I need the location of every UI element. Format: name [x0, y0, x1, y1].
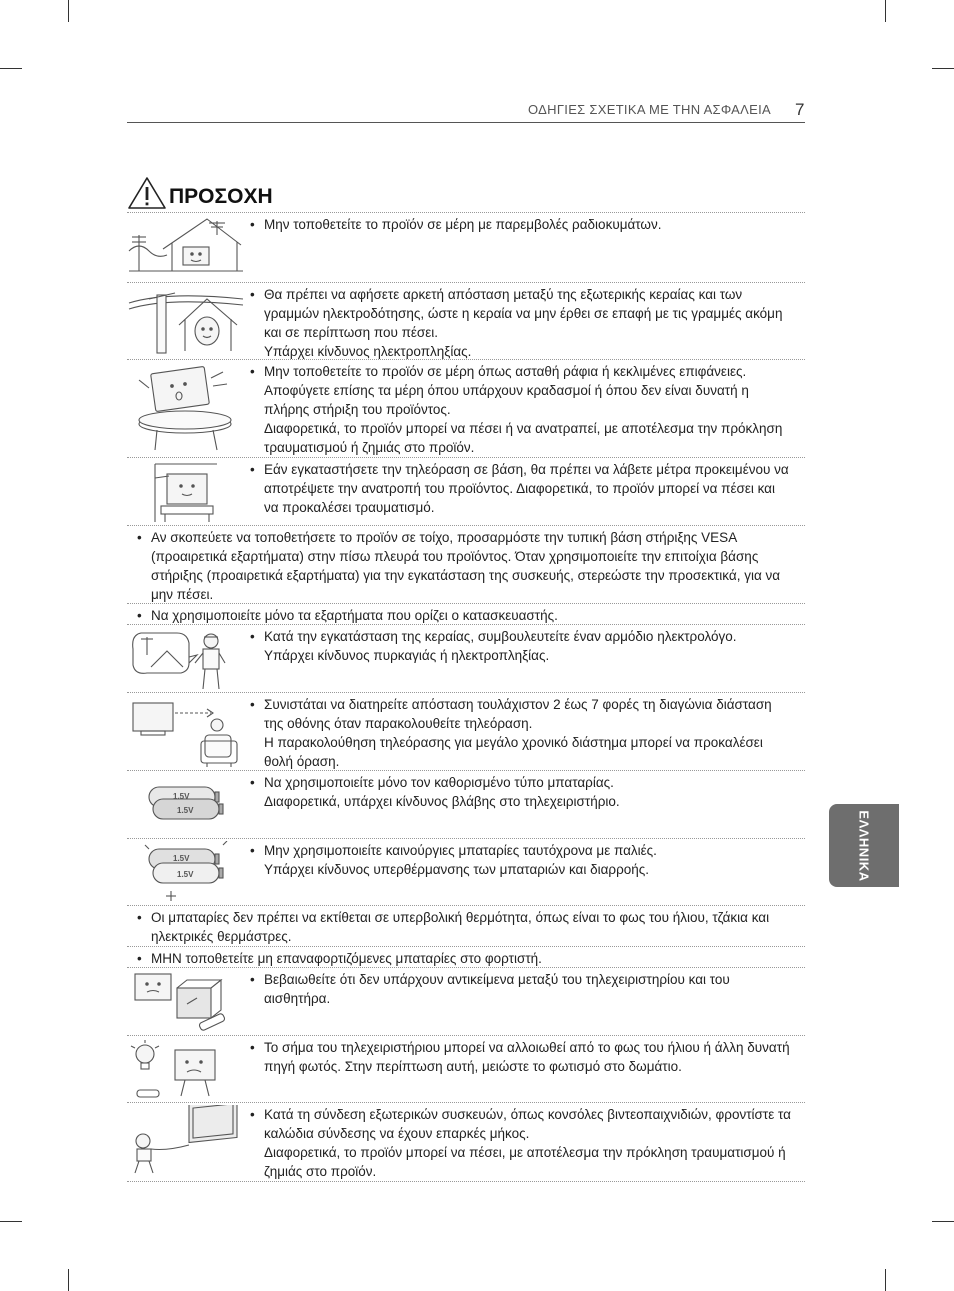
item-line	[137, 949, 791, 968]
battery-label: 1.5V	[173, 792, 190, 801]
bullet: •	[250, 287, 255, 302]
crop-mark	[885, 1269, 886, 1291]
item-text	[250, 695, 791, 771]
item-text	[250, 285, 791, 361]
item-line	[250, 460, 791, 517]
item-line-text: Μην τοποθετείτε το προϊόν σε μέρη όπως ασταθή ράφια ή κεκλιμένες επιφάνειες. Αποφύγετε επίσης τα μέρη όπου υπάρχουν κραδασμοί ή όπου δεν είναι δυνατή η πλήρης στήριξη του προϊόντος.	[264, 364, 749, 417]
caution-item	[127, 457, 805, 525]
viewing-distance-illustration	[127, 695, 245, 769]
item-line-text: Εάν εγκαταστήσετε την τηλεόραση σε βάση, θα πρέπει να λάβετε μέτρα προκειμένου να αποτρέψετε την ανατροπή του προϊόντος. Διαφορετικά, το προϊόν μπορεί να πέσει και να προκαλέσει τραυματισμό.	[264, 462, 789, 515]
bullet: •	[137, 608, 142, 623]
item-text	[137, 606, 791, 625]
caution-item	[127, 692, 805, 770]
item-line-text: Να χρησιμοποιείτε μόνο τον καθορισμένο τύπο μπαταρίας.	[264, 775, 614, 790]
item-line-text: Υπάρχει κίνδυνος υπερθέρμανσης των μπαταριών και διαρροής.	[264, 862, 650, 877]
caution-item	[127, 624, 805, 692]
house-antenna-illustration	[127, 215, 245, 281]
item-line	[250, 627, 791, 646]
item-line-text: Να χρησιμοποιείτε μόνο τα εξαρτήματα που ορίζει ο κατασκευαστής.	[151, 608, 558, 623]
item-text	[250, 841, 791, 879]
cable-length-illustration	[127, 1105, 245, 1179]
tv-stand-wall-illustration	[127, 460, 245, 524]
caution-item	[127, 603, 805, 624]
electrician-illustration	[127, 627, 245, 691]
item-line-text: Συνιστάται να διατηρείτε απόσταση τουλάχιστον 2 έως 7 φορές τη διαγώνια διάσταση της οθόνης όταν παρακολουθείτε τηλεόραση.	[264, 697, 772, 731]
caution-item	[127, 525, 805, 603]
bullet: •	[250, 217, 255, 232]
unstable-surface-illustration	[127, 362, 245, 454]
caution-item	[127, 359, 805, 457]
caution-item	[127, 1102, 805, 1182]
item-line-text: Μην τοποθετείτε το προϊόν σε μέρη με παρεμβολές ραδιοκυμάτων.	[264, 217, 662, 232]
item-line-text: ΜΗΝ τοποθετείτε μη επαναφορτιζόμενες μπαταρίες στο φορτιστή.	[151, 951, 542, 966]
warning-triangle-icon	[127, 176, 167, 210]
item-line	[250, 646, 791, 665]
bullet: •	[250, 843, 255, 858]
crop-mark	[885, 0, 886, 22]
item-text	[250, 627, 791, 665]
caution-item	[127, 946, 805, 967]
caution-item	[127, 1035, 805, 1102]
bullet: •	[250, 1040, 255, 1055]
item-line	[250, 1143, 791, 1181]
bullet: •	[250, 462, 255, 477]
item-line	[250, 362, 791, 419]
caution-item	[127, 282, 805, 359]
crop-mark	[68, 1269, 69, 1291]
header-divider	[127, 122, 805, 123]
page-number: 7	[795, 100, 805, 119]
item-line-text: Οι μπαταρίες δεν πρέπει να εκτίθεται σε υπερβολική θερμότητα, όπως είναι το φως του ήλιου, τζάκια και ηλεκτρικές θερμάστρες.	[151, 910, 770, 944]
item-line	[137, 908, 791, 946]
item-line	[250, 285, 791, 342]
language-tab	[829, 804, 899, 887]
crop-mark	[0, 68, 22, 69]
bullet: •	[137, 951, 142, 966]
item-line	[250, 215, 791, 234]
mixed-batteries-illustration	[127, 841, 245, 905]
battery-label: 1.5V	[173, 854, 190, 863]
item-line-text: Κατά την εγκατάσταση της κεραίας, συμβουλευτείτε έναν αρμόδιο ηλεκτρολόγο.	[264, 629, 737, 644]
crop-mark	[932, 1221, 954, 1222]
caution-item	[127, 212, 805, 282]
crop-mark	[932, 68, 954, 69]
caution-item	[127, 770, 805, 838]
bullet: •	[250, 775, 255, 790]
item-line-text: Διαφορετικά, υπάρχει κίνδυνος βλάβης στο τηλεχειριστήριο.	[264, 794, 620, 809]
item-text	[250, 1038, 791, 1076]
battery-label: 1.5V	[177, 870, 194, 879]
item-line-text: Μην χρησιμοποιείτε καινούργιες μπαταρίες ταυτόχρονα με παλιές.	[264, 843, 657, 858]
bullet: •	[250, 697, 255, 712]
bullet: •	[137, 910, 142, 925]
battery-label: 1.5V	[177, 806, 194, 815]
caution-list	[127, 212, 805, 1182]
bullet: •	[250, 1107, 255, 1122]
caution-item	[127, 967, 805, 1035]
item-text	[250, 215, 791, 234]
item-line	[250, 695, 791, 733]
bullet: •	[137, 530, 142, 545]
item-line-text: Το σήμα του τηλεχειριστήριου μπορεί να αλλοιωθεί από το φως του ήλιου ή άλλη δυνατή πηγή φωτός. Στην περίπτωση αυτή, μειώστε το φωτισμό στο δωμάτιο.	[264, 1040, 790, 1074]
item-text	[250, 773, 791, 811]
item-line	[137, 606, 791, 625]
item-text	[250, 362, 791, 457]
caution-title: ΠΡΟΣΟΧΗ	[169, 185, 273, 208]
item-line	[250, 733, 791, 771]
item-line-text: Βεβαιωθείτε ότι δεν υπάρχουν αντικείμενα μεταξύ του τηλεχειριστηρίου και του αισθητήρα.	[264, 972, 730, 1006]
item-line-text: Θα πρέπει να αφήσετε αρκετή απόσταση μεταξύ της εξωτερικής κεραίας και των γραμμών ηλεκτροδότησης, ώστε η κεραία να μην έρθει σε επαφή με τις γραμμές ακόμη και σε περίπτωση που πέσει.	[264, 287, 783, 340]
remote-obstacle-illustration	[127, 970, 245, 1034]
light-interference-illustration	[127, 1038, 245, 1102]
item-line	[250, 970, 791, 1008]
batteries-illustration	[127, 773, 245, 835]
crop-mark	[0, 1221, 22, 1222]
bullet: •	[250, 972, 255, 987]
bullet: •	[250, 364, 255, 379]
item-text	[250, 1105, 791, 1181]
caution-item	[127, 838, 805, 905]
item-line-text: Διαφορετικά, το προϊόν μπορεί να πέσει ή να ανατραπεί, με αποτέλεσμα την πρόκληση τραυματισμού ή ζημιάς στο προϊόν.	[264, 421, 783, 455]
antenna-powerline-illustration	[127, 285, 245, 357]
item-text	[137, 528, 791, 604]
item-text	[250, 460, 791, 517]
section-title: ΟΔΗΓΙΕΣ ΣΧΕΤΙΚΑ ΜΕ ΤΗΝ ΑΣΦΑΛΕΙΑ	[528, 102, 771, 117]
item-line	[250, 860, 791, 879]
item-line	[137, 528, 791, 604]
item-text	[137, 908, 791, 946]
item-text	[137, 949, 791, 968]
bullet: •	[250, 629, 255, 644]
item-line	[250, 841, 791, 860]
item-text	[250, 970, 791, 1008]
item-line-text: Αν σκοπεύετε να τοποθετήσετε το προϊόν σε τοίχο, προσαρμόστε την τυπική βάση στήριξης VESA (προαιρετικά εξαρτήματα) στην πίσω πλευρά του προϊόντος. Όταν χρησιμοποιείτε την επιτοίχια βάσης στήριξης (προαιρετικά εξαρτήματα) για την εγκατάσταση της συσκευής, στερεώστε την προσεκτικά, για να μην πέσει.	[151, 530, 781, 602]
item-line-text: Διαφορετικά, το προϊόν μπορεί να πέσει, με αποτέλεσμα την πρόκληση τραυματισμού ή ζημιάς στο προϊόν.	[264, 1145, 786, 1179]
item-line-text: Κατά τη σύνδεση εξωτερικών συσκευών, όπως κονσόλες βιντεοπαιχνιδιών, φροντίστε τα καλώδια σύνδεσης να έχουν επαρκές μήκος.	[264, 1107, 791, 1141]
item-line-text: Η παρακολούθηση τηλεόρασης για μεγάλο χρονικό διάστημα μπορεί να προκαλέσει θολή όραση.	[264, 735, 763, 769]
item-line-text: Υπάρχει κίνδυνος πυρκαγιάς ή ηλεκτροπληξίας.	[264, 648, 550, 663]
item-line-text: Υπάρχει κίνδυνος ηλεκτροπληξίας.	[264, 344, 472, 359]
item-line	[250, 792, 791, 811]
item-line	[250, 419, 791, 457]
crop-mark	[68, 0, 69, 22]
caution-item	[127, 905, 805, 946]
language-tab-label: ΕΛΛΗΝΙΚΑ	[856, 809, 872, 882]
item-line	[250, 1105, 791, 1143]
item-line	[250, 773, 791, 792]
item-line	[250, 1038, 791, 1076]
